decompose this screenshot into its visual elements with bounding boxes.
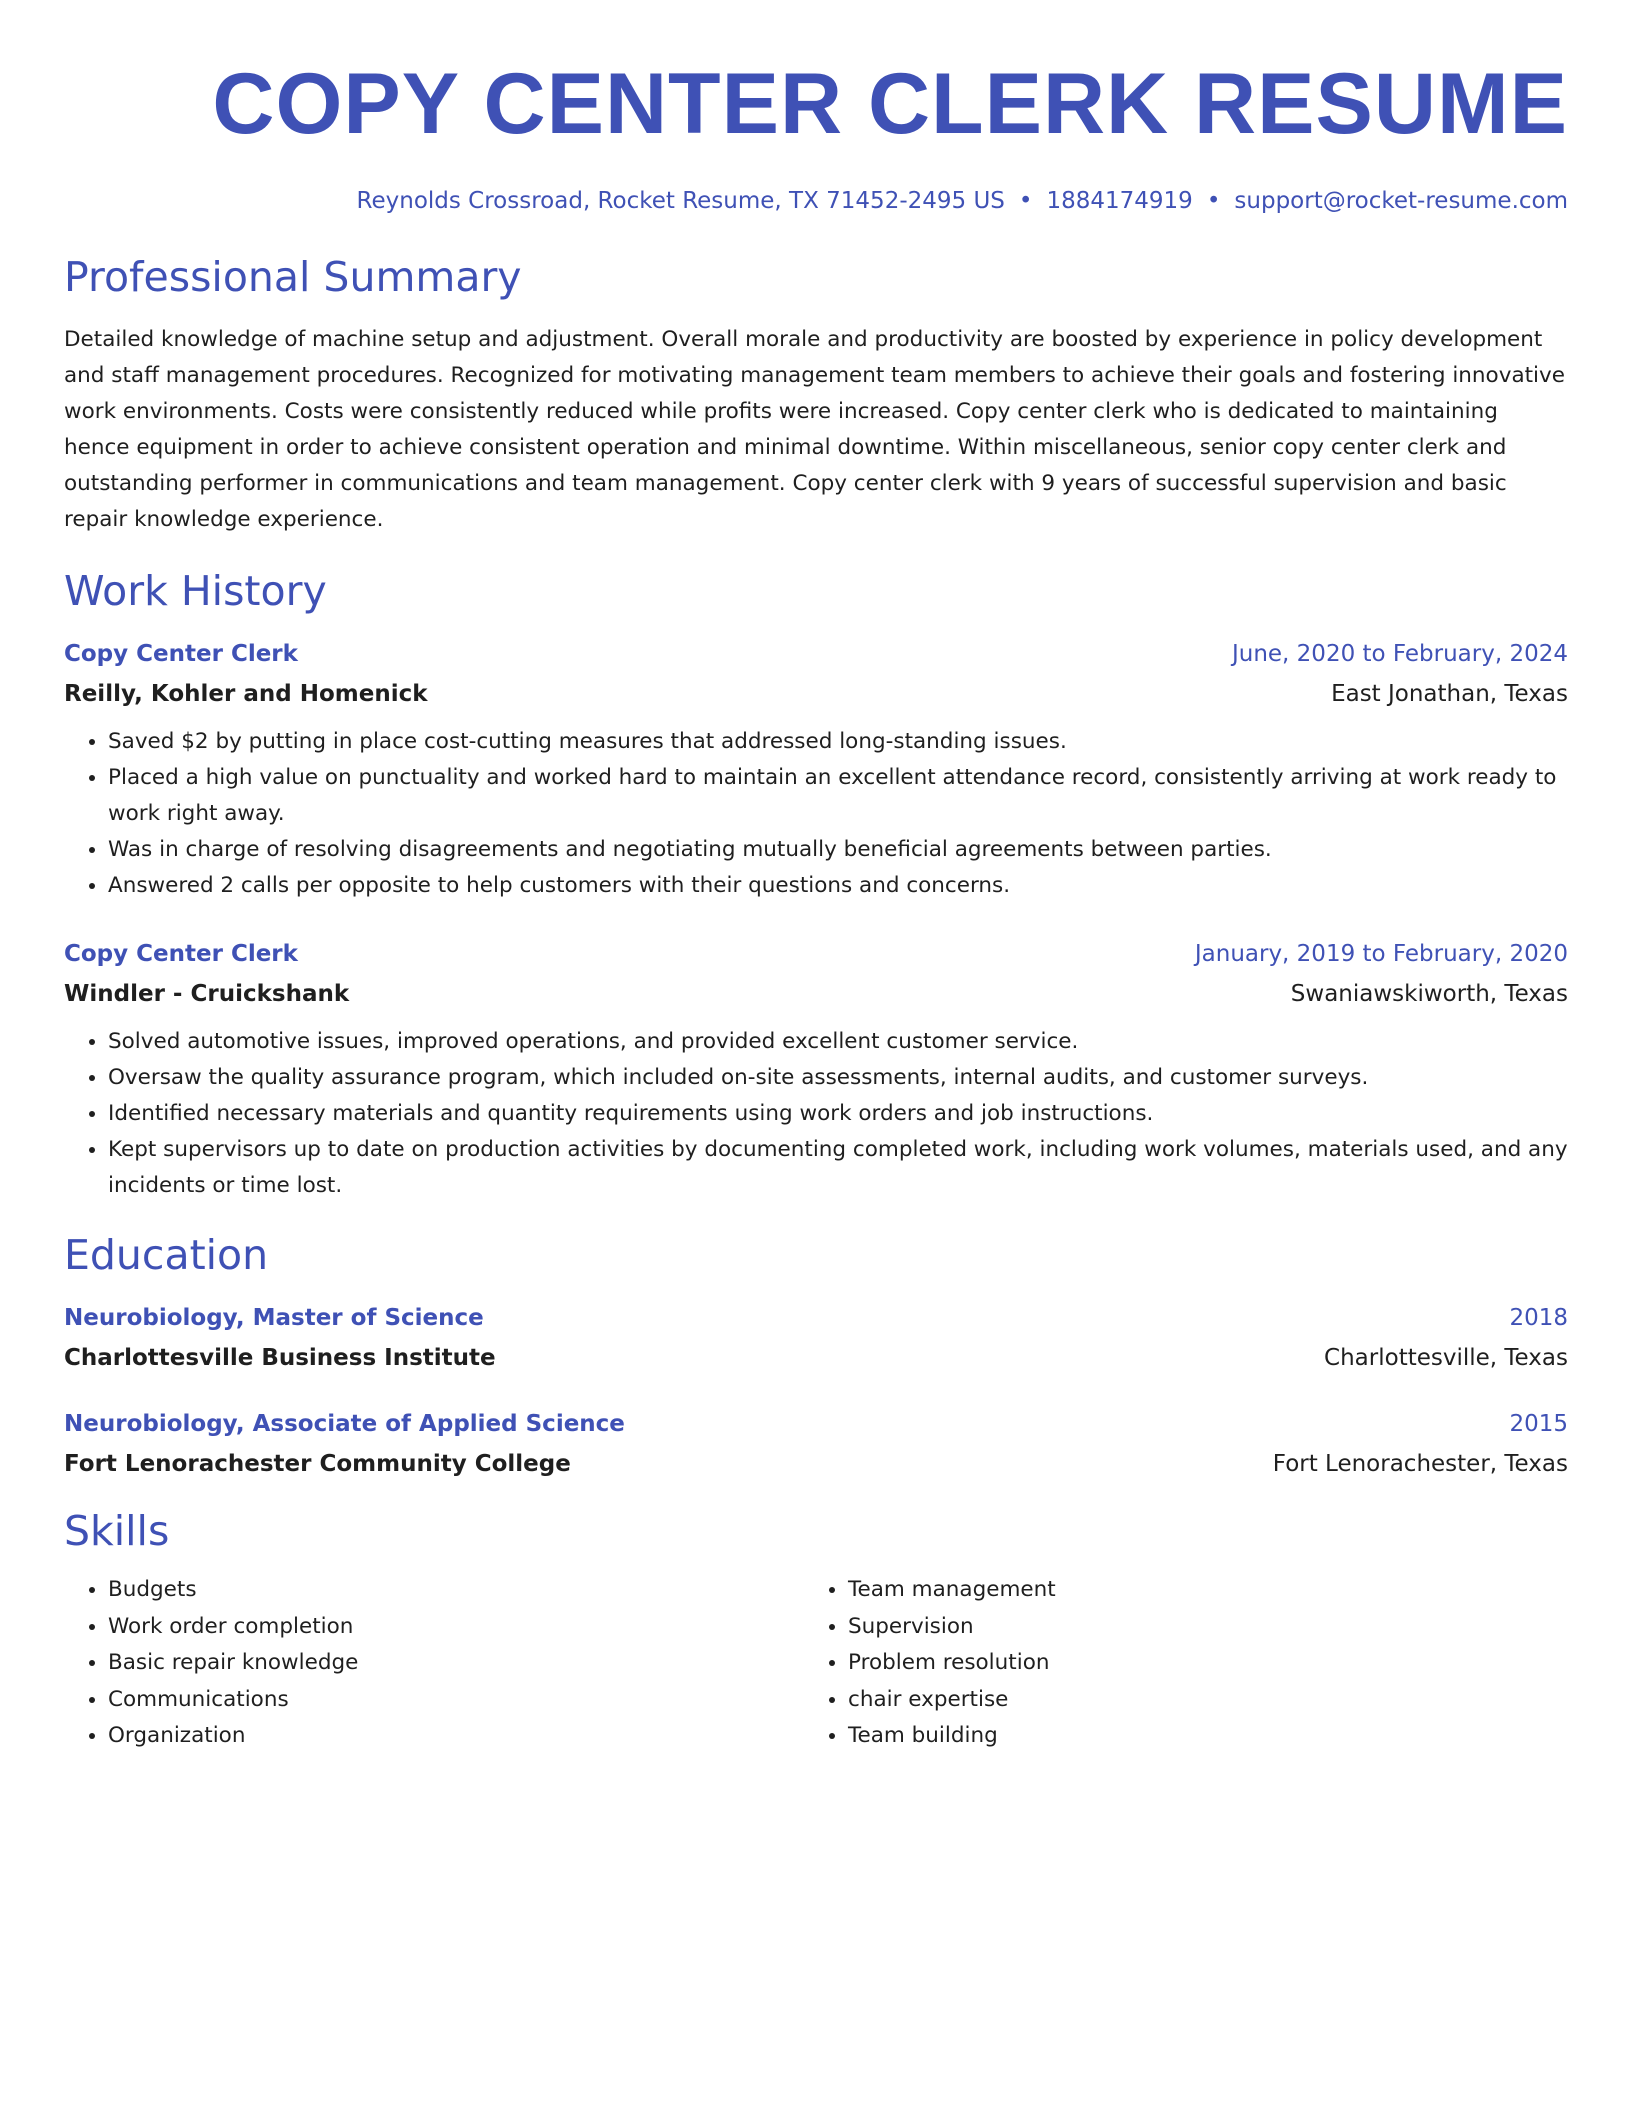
education-school-row xyxy=(64,1342,1568,1374)
skill-item: • Basic repair knowledge xyxy=(108,1645,804,1682)
job-dates: June, 2020 to February, 2024 xyxy=(1231,641,1568,667)
skills-heading: Skills xyxy=(64,1507,170,1555)
job-entry xyxy=(64,938,1568,1204)
job-dates: January, 2019 to February, 2020 xyxy=(1194,941,1568,967)
job-bullet: • Placed a high value on punctuality and worked hard to maintain an excellent attendance record, consistently arriving at work ready to work right away. xyxy=(108,760,1568,832)
skill-item: • Budgets xyxy=(108,1572,804,1609)
education-degree-row xyxy=(64,1302,1568,1334)
contact-address: Reynolds Crossroad, Rocket Resume, TX 71452-2495 US xyxy=(356,188,1005,214)
job-company-row xyxy=(64,678,1568,710)
education-year: 2015 xyxy=(1509,1411,1568,1437)
skill-item: • Team building xyxy=(848,1718,1544,1755)
job-location: Swaniawskiworth, Texas xyxy=(1290,981,1568,1007)
job-bullet: • Saved $2 by putting in place cost-cutting measures that addressed long-standing issues. xyxy=(108,724,1568,760)
education-heading: Education xyxy=(64,1231,269,1279)
job-entry xyxy=(64,638,1568,904)
summary-heading: Professional Summary xyxy=(64,253,522,301)
job-bullet: • Solved automotive issues, improved operations, and provided excellent customer service. xyxy=(108,1024,1568,1060)
skills-columns xyxy=(64,1572,1568,1755)
summary-text: Detailed knowledge of machine setup and adjustment. Overall morale and productivity are boosted by experience in policy development and staff management procedures. Recognized for motivating management team members to achieve their goals and fostering innovative work environments. Costs were consistently reduced while profits were increased. Copy center clerk who is dedicated to maintaining hence equipment in order to achieve consistent operation and minimal downtime. Within miscellaneous, senior copy center clerk and outstanding performer in communications and team management. Copy center clerk with 9 years of successful supervision and basic repair knowledge experience. xyxy=(64,327,1565,532)
resume-title: COPY CENTER CLERK RESUME xyxy=(212,56,1568,152)
job-title-row xyxy=(64,638,1568,670)
skill-item: • Team management xyxy=(848,1572,1544,1609)
skill-item: • Supervision xyxy=(848,1609,1544,1646)
skill-item: • Organization xyxy=(108,1718,804,1755)
job-title: Copy Center Clerk xyxy=(64,641,298,667)
job-bullet: • Was in charge of resolving disagreements and negotiating mutually beneficial agreements between parties. xyxy=(108,832,1568,868)
contact-email: support@rocket-resume.com xyxy=(1234,188,1568,214)
education-school: Charlottesville Business Institute xyxy=(64,1345,496,1371)
skill-item: • Work order completion xyxy=(108,1609,804,1646)
job-bullets xyxy=(64,1024,1568,1204)
job-company-row xyxy=(64,978,1568,1010)
education-school-row xyxy=(64,1448,1568,1480)
job-title-row xyxy=(64,938,1568,970)
contact-phone: 1884174919 xyxy=(1046,188,1193,214)
education-degree: Neurobiology, Associate of Applied Science xyxy=(64,1411,625,1437)
job-location: East Jonathan, Texas xyxy=(1331,681,1568,707)
skill-item: • chair expertise xyxy=(848,1682,1544,1719)
skill-item: • Communications xyxy=(108,1682,804,1719)
skill-item: • Problem resolution xyxy=(848,1645,1544,1682)
job-company: Reilly, Kohler and Homenick xyxy=(64,681,428,707)
job-company: Windler - Cruickshank xyxy=(64,981,350,1007)
skills-list-right xyxy=(804,1572,1544,1755)
job-title: Copy Center Clerk xyxy=(64,941,298,967)
job-bullet: • Identified necessary materials and quantity requirements using work orders and job instructions. xyxy=(108,1096,1568,1132)
job-bullet: • Oversaw the quality assurance program, which included on-site assessments, internal audits, and customer surveys. xyxy=(108,1060,1568,1096)
education-location: Fort Lenorachester, Texas xyxy=(1272,1451,1568,1477)
job-bullet: • Answered 2 calls per opposite to help customers with their questions and concerns. xyxy=(108,868,1568,904)
contact-separator: • xyxy=(1206,188,1221,214)
education-entry xyxy=(64,1302,1568,1374)
job-bullet: • Kept supervisors up to date on production activities by documenting completed work, including work volumes, materials used, and any incidents or time lost. xyxy=(108,1132,1568,1204)
skills-list-left xyxy=(64,1572,804,1755)
education-entry xyxy=(64,1408,1568,1480)
education-degree: Neurobiology, Master of Science xyxy=(64,1305,484,1331)
work-history-heading: Work History xyxy=(64,567,327,615)
education-year: 2018 xyxy=(1509,1305,1568,1331)
contact-line xyxy=(64,186,1568,216)
contact-separator: • xyxy=(1018,188,1033,214)
job-bullets xyxy=(64,724,1568,904)
education-school: Fort Lenorachester Community College xyxy=(64,1451,571,1477)
education-location: Charlottesville, Texas xyxy=(1324,1345,1568,1371)
education-degree-row xyxy=(64,1408,1568,1440)
